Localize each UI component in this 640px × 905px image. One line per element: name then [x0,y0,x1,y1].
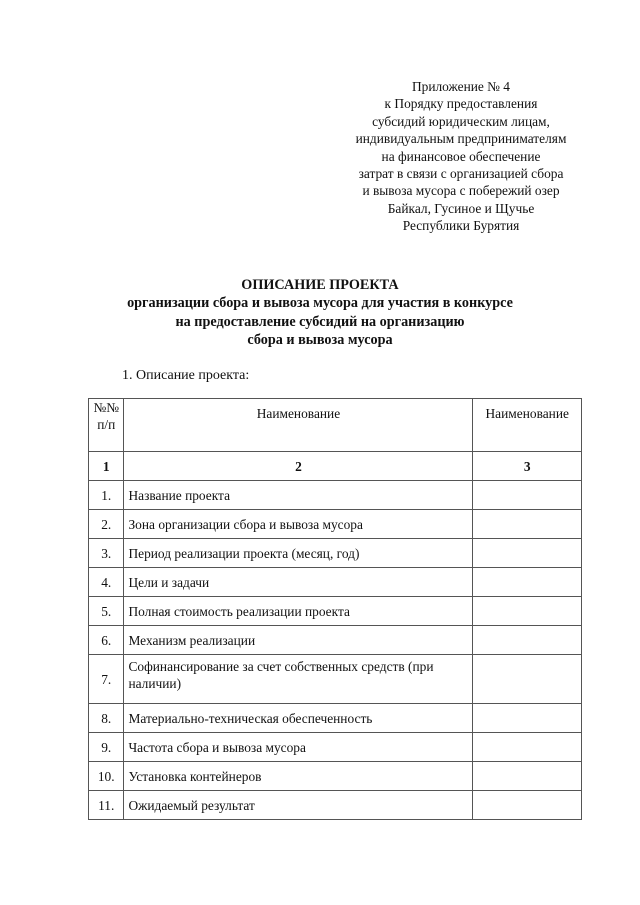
row-num-cell: 1. [89,481,124,510]
index-cell: 1 [89,452,124,481]
row-num-cell: 7. [89,655,124,704]
row-value-cell[interactable] [473,626,582,655]
row-name-cell: Период реализации проекта (месяц, год) [124,539,473,568]
table-row [89,791,582,820]
row-name-cell: Название проекта [124,481,473,510]
project-description-table [88,398,582,820]
header-value-cell: Наименование [473,399,582,452]
row-num-cell: 8. [89,704,124,733]
row-num-cell: 3. [89,539,124,568]
appendix-line: на финансовое обеспечение [381,148,541,164]
document-heading [0,276,640,350]
document-subtitle-line: сбора и вывоза мусора [247,332,393,349]
header-num-line: №№ [93,400,119,415]
row-value-cell[interactable] [473,655,582,704]
row-value-cell[interactable] [473,762,582,791]
row-num-cell: 10. [89,762,124,791]
document-subtitle-line: организации сбора и вывоза мусора для участия в конкурсе [127,295,513,312]
index-cell: 2 [124,452,473,481]
row-num-cell: 9. [89,733,124,762]
row-name-cell: Полная стоимость реализации проекта [124,597,473,626]
table-header-row [89,399,582,452]
appendix-line: Приложение № 4 [411,79,511,94]
document-title: ОПИСАНИЕ ПРОЕКТА [241,277,399,293]
table-row [89,568,582,597]
appendix-line: индивидуальным предпринимателям [355,131,567,147]
row-num-cell: 5. [89,597,124,626]
row-value-cell[interactable] [473,481,582,510]
row-value-cell[interactable] [473,597,582,626]
row-value-cell[interactable] [473,704,582,733]
table-row [89,733,582,762]
row-name-cell: Цели и задачи [124,568,473,597]
row-value-cell[interactable] [473,733,582,762]
appendix-line: затрат в связи с организацией сбора [358,166,564,182]
appendix-line: и вывоза мусора с побережий озер [362,183,560,199]
appendix-block [330,78,592,235]
table-row [89,655,582,704]
row-name-cell: Зона организации сбора и вывоза мусора [124,510,473,539]
row-name-cell: Установка контейнеров [124,762,473,791]
appendix-line: к Порядку предоставления [384,96,538,112]
row-name-cell: Частота сбора и вывоза мусора [124,733,473,762]
document-subtitle-line: на предоставление субсидий на организацию [175,313,465,330]
header-name-cell: Наименование [124,399,473,452]
row-value-cell[interactable] [473,791,582,820]
row-num-cell: 6. [89,626,124,655]
table-row [89,626,582,655]
appendix-line: Республики Бурятия [402,218,520,234]
appendix-line: субсидий юридическим лицам, [372,113,550,129]
table-index-row [89,452,582,481]
row-value-cell[interactable] [473,539,582,568]
row-name-cell: Софинансирование за счет собственных средств (при наличии) [124,655,473,704]
header-num-cell [89,399,124,452]
row-name-cell: Механизм реализации [124,626,473,655]
row-num-cell: 4. [89,568,124,597]
row-value-cell[interactable] [473,568,582,597]
table-row [89,704,582,733]
row-name-cell: Ожидаемый результат [124,791,473,820]
appendix-line: Байкал, Гусиное и Щучье [387,200,535,216]
table-row [89,762,582,791]
table-row [89,481,582,510]
table-row [89,510,582,539]
row-num-cell: 2. [89,510,124,539]
header-num-line: п/п [97,417,116,432]
table-row [89,539,582,568]
row-num-cell: 11. [89,791,124,820]
table-row [89,597,582,626]
section-label: 1. Описание проекта: [122,368,250,383]
index-cell: 3 [473,452,582,481]
row-value-cell[interactable] [473,510,582,539]
row-name-cell: Материально-техническая обеспеченность [124,704,473,733]
